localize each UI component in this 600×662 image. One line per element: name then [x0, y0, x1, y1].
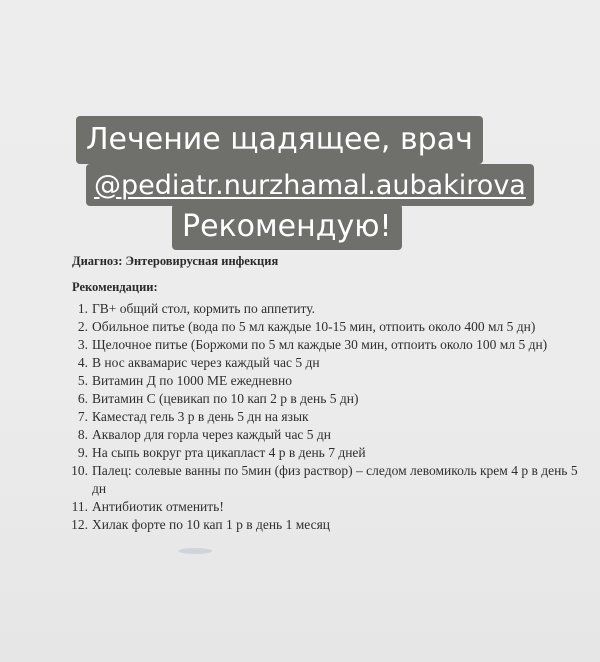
list-item	[48, 354, 588, 372]
list-item	[48, 372, 588, 390]
list-item-number: 11.	[71, 499, 88, 514]
list-item-text: В нос аквамарис через каждый час 5 дн	[92, 355, 320, 370]
ink-smudge	[178, 548, 212, 554]
list-item-text: Палец: солевые ванны по 5мин (физ раствор) – следом левомиколь крем 4 р в день 5 дн	[92, 463, 578, 496]
list-item-text: Обильное питье (вода по 5 мл каждые 10-15 мин, отпоить около 400 мл 5 дн)	[92, 319, 536, 334]
recommendations-list	[48, 300, 588, 534]
list-item	[48, 426, 588, 444]
list-item-number: 5.	[77, 373, 88, 388]
list-item-number: 1.	[77, 301, 88, 316]
overlay-caption-line-2	[86, 164, 534, 206]
list-item-text: ГВ+ общий стол, кормить по аппетиту.	[92, 301, 316, 316]
overlay-caption-line-3: Рекомендую!	[172, 204, 402, 250]
list-item-text: Аквалор для горла через каждый час 5 дн	[92, 427, 332, 442]
list-item-number: 12.	[71, 517, 88, 532]
list-item	[48, 336, 588, 354]
list-item-number: 6.	[77, 391, 88, 406]
list-item-number: 9.	[77, 445, 88, 460]
diagnosis-value: Энтеровирусная инфекция	[125, 254, 279, 268]
list-item	[48, 300, 588, 318]
list-item	[48, 498, 588, 516]
list-item-text: На сыпь вокруг рта цикапласт 4 р в день 7 дней	[92, 445, 366, 460]
list-item-number: 3.	[77, 337, 88, 352]
list-item	[48, 462, 588, 498]
recommendations-heading: Рекомендации:	[72, 280, 158, 294]
list-item	[48, 516, 588, 534]
list-item-number: 4.	[77, 355, 88, 370]
list-item	[48, 444, 588, 462]
list-item	[48, 408, 588, 426]
overlay-caption-line-1: Лечение щадящее, врач	[76, 116, 483, 164]
list-item-text: Антибиотик отменить!	[92, 499, 224, 514]
diagnosis-line	[72, 254, 278, 269]
list-item-text: Витамин Д по 1000 МЕ ежедневно	[92, 373, 292, 388]
list-item-number: 8.	[77, 427, 88, 442]
list-item	[48, 390, 588, 408]
diagnosis-label: Диагноз:	[72, 254, 123, 268]
list-item-number: 2.	[77, 319, 88, 334]
list-item-text: Щелочное питье (Боржоми по 5 мл каждые 30 мин, отпоить около 100 мл 5 дн)	[92, 337, 548, 352]
list-item-text: Каместад гель 3 р в день 5 дн на язык	[92, 409, 309, 424]
doctor-handle: @pediatr.nurzhamal.aubakirova	[94, 169, 526, 201]
list-item-text: Витамин С (цевикап по 10 кап 2 р в день 5 дн)	[92, 391, 359, 406]
list-item-number: 7.	[77, 409, 88, 424]
list-item	[48, 318, 588, 336]
list-item-text: Хилак форте по 10 кап 1 р в день 1 месяц	[92, 517, 331, 532]
list-item-number: 10.	[71, 463, 88, 478]
